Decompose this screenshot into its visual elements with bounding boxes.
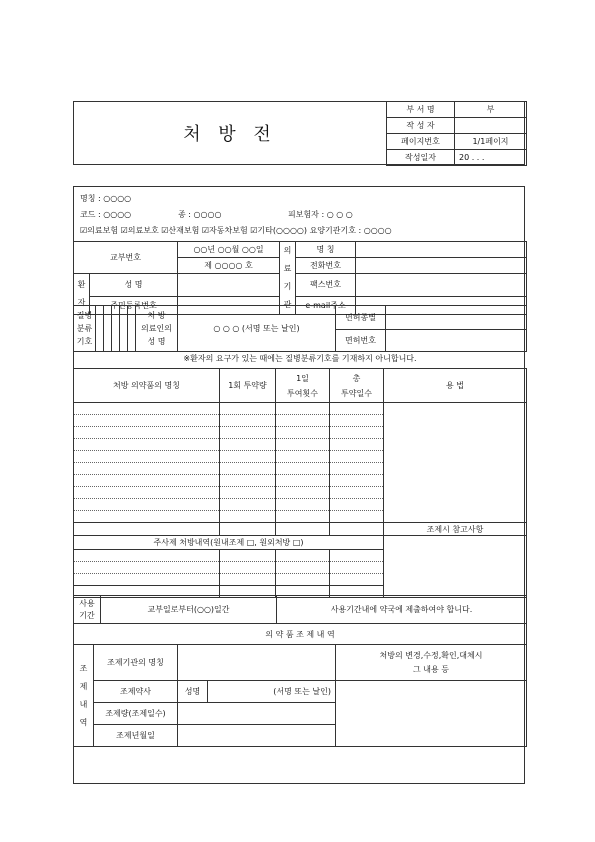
info-line-2-grade: 종 : ○○○○ <box>178 210 222 219</box>
pharmacy-note-value <box>384 536 527 598</box>
col-dose: 1회 투약량 <box>220 369 276 403</box>
col-usage: 용 법 <box>384 369 527 403</box>
author-label: 작 성 자 <box>387 118 455 134</box>
patient-side-label: 환 자 <box>74 274 90 315</box>
dept-value: 부 <box>455 102 527 118</box>
change-label: 처방의 변경,수정,확인,대체시 그 내용 등 <box>336 645 527 681</box>
usage-period-value: 교부일로부터(○○)일간 <box>101 596 277 624</box>
drug-row <box>74 475 220 487</box>
disease-code-box-2 <box>104 306 112 352</box>
col-total: 총 투약일수 <box>330 369 384 403</box>
notice-text: ※환자의 요구가 있는 때에는 질병분류기호를 기재하지 아니합니다. <box>183 354 417 363</box>
license-no-value <box>386 330 527 352</box>
issue-date: ○○년 ○○월 ○○일 <box>178 242 280 258</box>
info-line-2-insured: 피보험자 : ○ ○ ○ <box>288 210 353 219</box>
dispense-date-label: 조제년월일 <box>94 725 178 747</box>
phone-label: 전화번호 <box>296 258 356 274</box>
patient-institution-table <box>73 241 527 315</box>
injection-row <box>74 562 220 574</box>
pharmacist-sign: (서명 또는 날인) <box>208 681 336 703</box>
dispense-table <box>73 644 527 747</box>
injection-title: 주사제 처방내역(원내조제 □, 원외처방 □) <box>74 536 384 550</box>
prescription-form <box>73 186 525 784</box>
header-box <box>73 101 525 165</box>
disease-code-box-3 <box>112 306 120 352</box>
date-value: 20 . . . <box>455 150 527 166</box>
page-value: 1/1페이지 <box>455 134 527 150</box>
usage-period-note: 사용기간내에 약국에 제출하여야 합니다. <box>277 596 527 624</box>
pharmacy-note-label: 조제시 참고사항 <box>384 523 527 536</box>
inst-name-label: 명 칭 <box>296 242 356 258</box>
date-label: 작성일자 <box>387 150 455 166</box>
usage-period-table <box>73 595 527 645</box>
disease-code-label: 질병 분류 기호 <box>74 306 96 352</box>
injection-row <box>74 574 220 586</box>
fax-value <box>356 274 527 297</box>
drug-row <box>74 415 220 427</box>
amount-label: 조제량(조제일수) <box>94 703 178 725</box>
issue-no: 제 ○○○○ 호 <box>178 258 280 274</box>
drug-row <box>74 427 220 439</box>
disease-code-box-5 <box>128 306 136 352</box>
inst-name-value <box>356 242 527 258</box>
dispense-side-label: 조 제 내 역 <box>74 645 94 747</box>
dept-label: 부 서 명 <box>387 102 455 118</box>
usage-period-label: 사용 기간 <box>74 596 101 624</box>
pharmacist-label: 조제약사 <box>94 681 178 703</box>
info-line-2-code: 코드 : ○○○○ <box>80 210 132 219</box>
phone-value <box>356 258 527 274</box>
doctor-signature: ○ ○ ○ (서명 또는 날인) <box>178 306 336 352</box>
issue-no-label: 교부번호 <box>74 242 178 274</box>
doctor-label: 처 방 의료인의 성 명 <box>136 306 178 352</box>
author-value <box>455 118 527 134</box>
license-no-label: 면허번호 <box>336 330 386 352</box>
drug-row <box>74 403 220 415</box>
usage-cell <box>384 403 527 523</box>
pharmacist-name-label: 성명 <box>178 681 208 703</box>
drug-row <box>74 487 220 499</box>
doctor-table <box>73 305 527 352</box>
amount-value <box>178 703 336 725</box>
injection-row <box>74 550 220 562</box>
col-drug-name: 처방 의약품의 명칭 <box>74 369 220 403</box>
drug-row <box>74 499 220 511</box>
fax-label: 팩스번호 <box>296 274 356 297</box>
page-label: 페이지번호 <box>387 134 455 150</box>
email-label: e-mail주소 <box>296 296 356 315</box>
dispense-date-value <box>178 725 336 747</box>
drug-row <box>74 523 220 536</box>
patient-name-value <box>178 274 280 297</box>
rrn-label: 주민등록번호 <box>90 296 178 315</box>
document-title: 처 방 전 <box>183 124 277 145</box>
header-info-table <box>386 101 527 166</box>
patient-name-label: 성 명 <box>90 274 178 297</box>
disease-code-box-1 <box>96 306 104 352</box>
dispense-title: 의 약 품 조 제 내 역 <box>74 624 527 645</box>
drug-table <box>73 368 527 598</box>
info-line-1: 명칭 : ○○○○ <box>80 194 132 203</box>
info-line-3: ☑의료보험 ☑의료보호 ☑산재보험 ☑자동차보험 ☑기타(○○○○) 요양기관기호 : ○○○○ <box>80 226 392 235</box>
disease-code-box-4 <box>120 306 128 352</box>
dispense-inst-value <box>178 645 336 681</box>
change-value <box>336 681 527 747</box>
dispense-inst-label: 조제기관의 명칭 <box>94 645 178 681</box>
drug-row <box>74 511 220 523</box>
drug-row <box>74 463 220 475</box>
license-type-label: 면허종별 <box>336 306 386 330</box>
col-daily: 1일 투여횟수 <box>276 369 330 403</box>
institution-side-label: 의 료 기 관 <box>280 242 296 315</box>
drug-row <box>74 451 220 463</box>
drug-row <box>74 439 220 451</box>
license-type-value <box>386 306 527 330</box>
